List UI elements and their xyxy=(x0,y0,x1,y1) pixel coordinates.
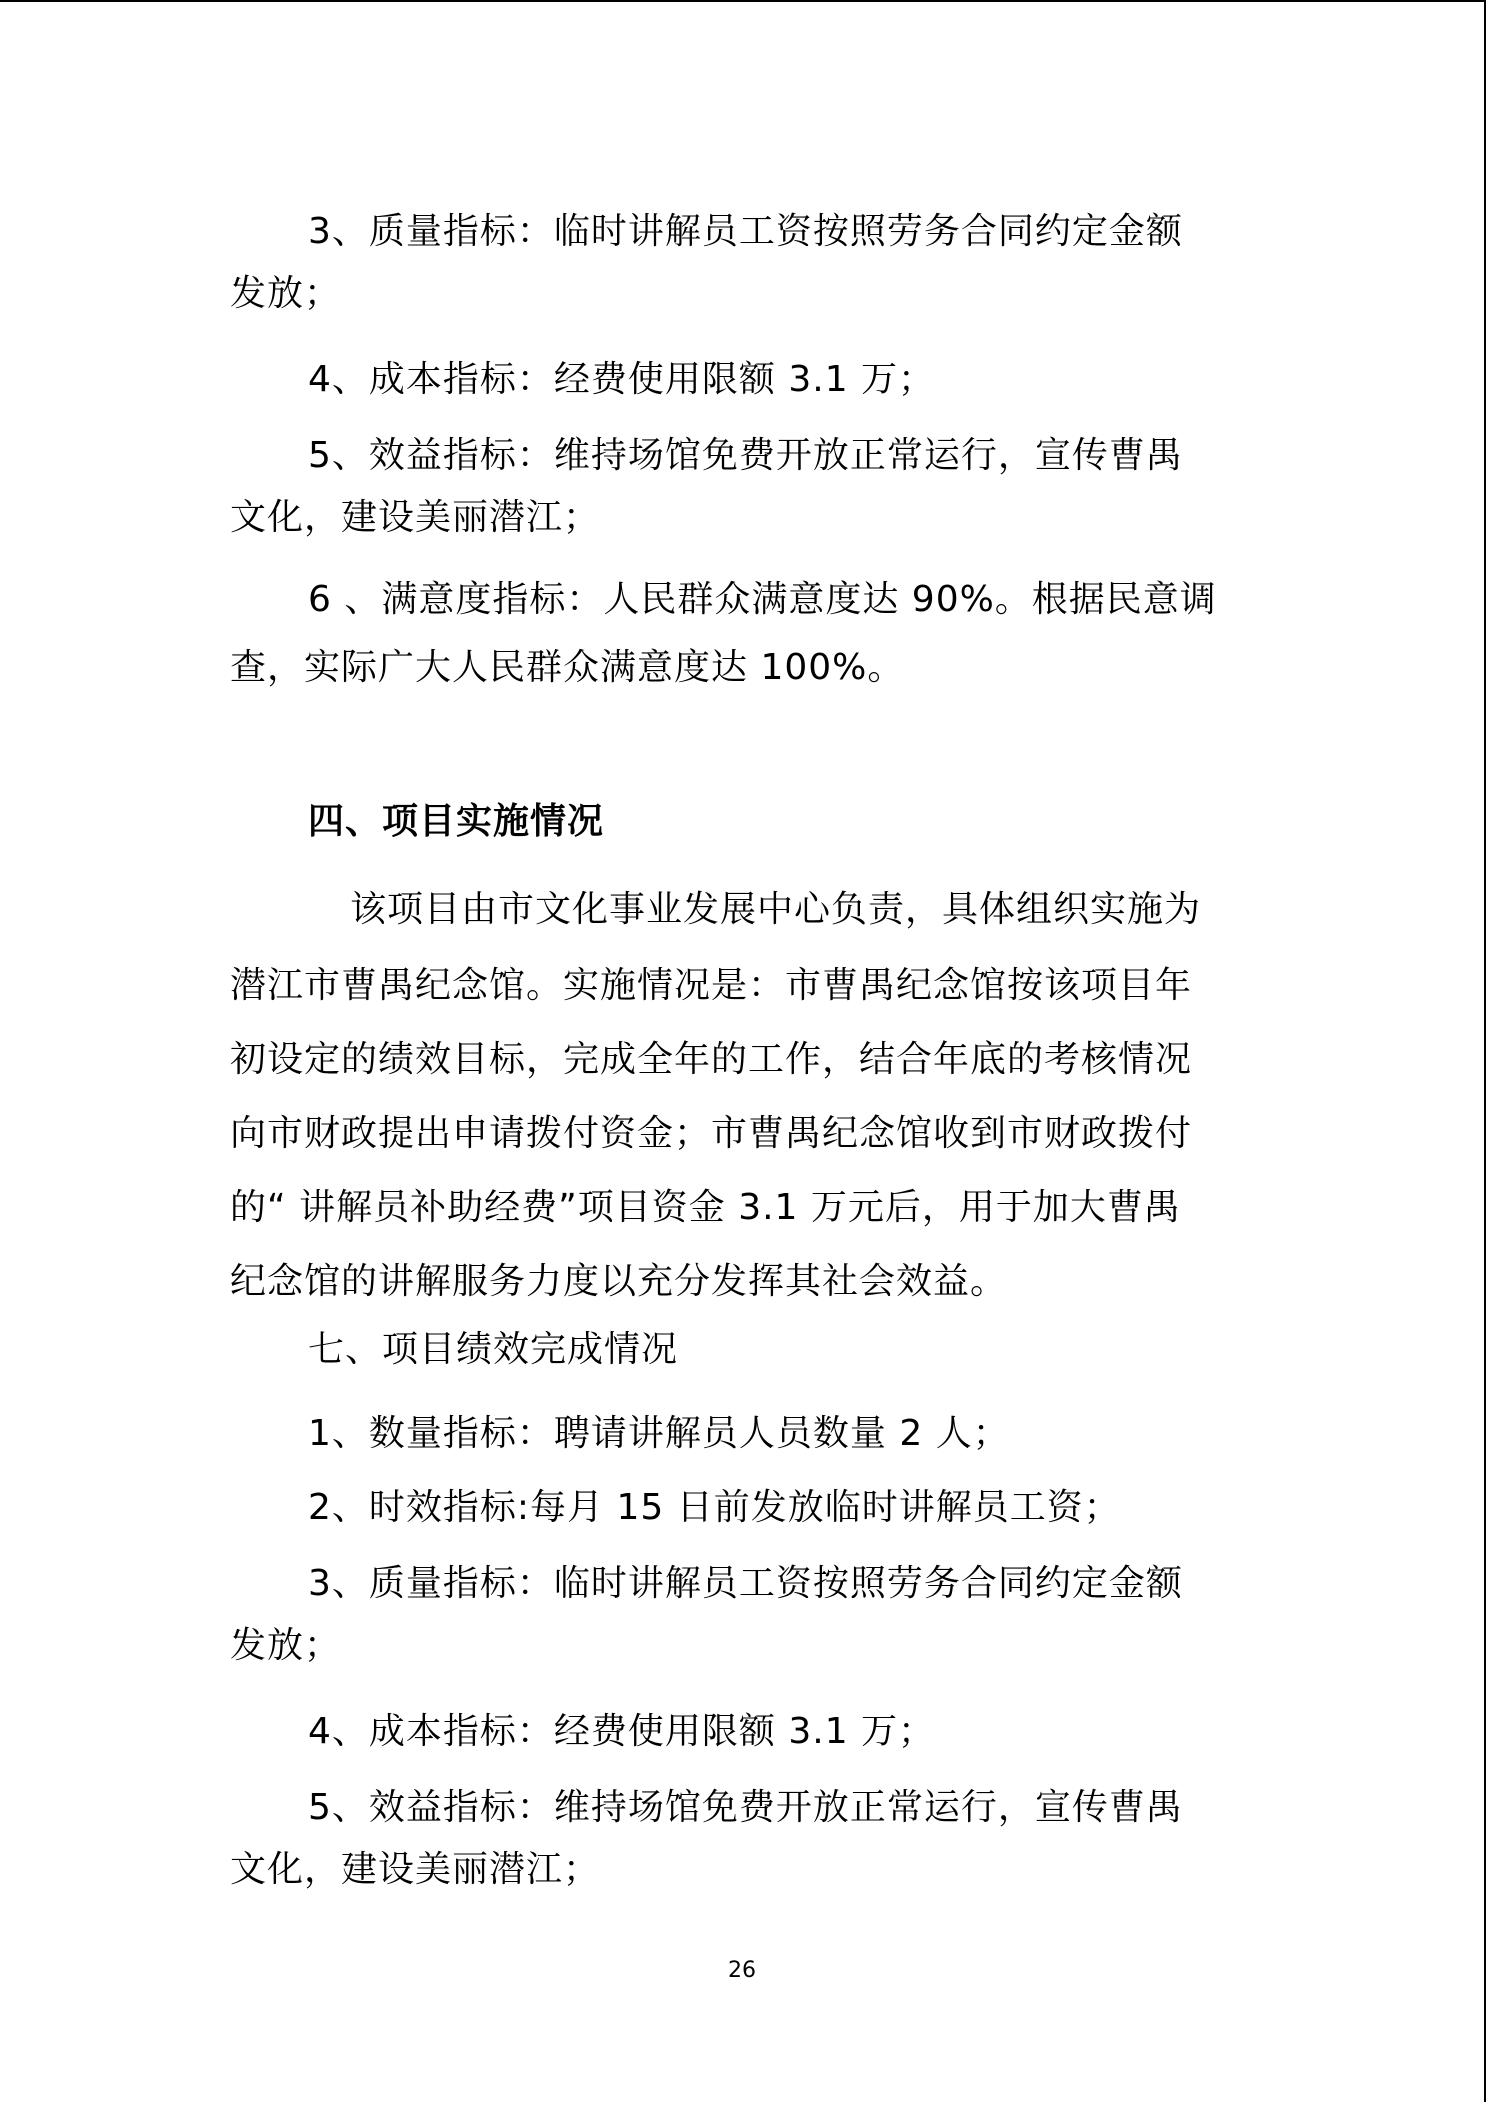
paragraph-implementation-line-4: 向市财政提出申请拨付资金；市曹禺纪念馆收到市财政拨付 xyxy=(230,1113,1193,1154)
paragraph-implementation-line-2: 潜江市曹禺纪念馆。实施情况是：市曹禺纪念馆按该项目年 xyxy=(230,965,1193,1006)
paragraph-benefit-indicator-2-cont: 文化，建设美丽潜江； xyxy=(230,1849,601,1890)
paragraph-satisfaction-indicator-cont: 查，实际广大人民群众满意度达 100%。 xyxy=(230,647,905,688)
paragraph-implementation-line-1: 该项目由市文化事业发展中心负责，具体组织实施为 xyxy=(350,889,1202,930)
paragraph-quality-indicator-1: 3、质量指标：临时讲解员工资按照劳务合同约定金额 xyxy=(308,211,1183,252)
paragraph-implementation-line-3: 初设定的绩效目标，完成全年的工作，结合年底的考核情况 xyxy=(230,1039,1193,1080)
paragraph-benefit-indicator-1-cont: 文化，建设美丽潜江； xyxy=(230,497,601,538)
paragraph-benefit-indicator-1: 5、效益指标：维持场馆免费开放正常运行，宣传曹禺 xyxy=(308,435,1183,476)
paragraph-satisfaction-indicator: 6 、满意度指标：人民群众满意度达 90%。根据民意调 xyxy=(308,579,1217,620)
paragraph-implementation-line-6: 纪念馆的讲解服务力度以充分发挥其社会效益。 xyxy=(230,1261,1008,1302)
paragraph-benefit-indicator-2: 5、效益指标：维持场馆免费开放正常运行，宣传曹禺 xyxy=(308,1787,1183,1828)
paragraph-quality-indicator-2-cont: 发放； xyxy=(230,1625,342,1666)
paragraph-quality-indicator-1-cont: 发放； xyxy=(230,273,342,314)
paragraph-implementation-line-5: 的“ 讲解员补助经费”项目资金 3.1 万元后，用于加大曹禺 xyxy=(230,1187,1181,1228)
section-heading-performance: 七、项目绩效完成情况 xyxy=(308,1329,679,1370)
paragraph-timeliness-indicator: 2、时效指标:每月 15 日前发放临时讲解员工资； xyxy=(308,1487,1121,1528)
page-number: 26 xyxy=(728,1958,756,1983)
section-heading-implementation: 四、项目实施情况 xyxy=(308,801,605,842)
paragraph-cost-indicator-2: 4、成本指标：经费使用限额 3.1 万； xyxy=(308,1711,936,1752)
paragraph-quality-indicator-2: 3、质量指标：临时讲解员工资按照劳务合同约定金额 xyxy=(308,1563,1183,1604)
paragraph-cost-indicator-1: 4、成本指标：经费使用限额 3.1 万； xyxy=(308,359,936,400)
paragraph-quantity-indicator: 1、数量指标：聘请讲解员人员数量 2 人； xyxy=(308,1413,1010,1454)
